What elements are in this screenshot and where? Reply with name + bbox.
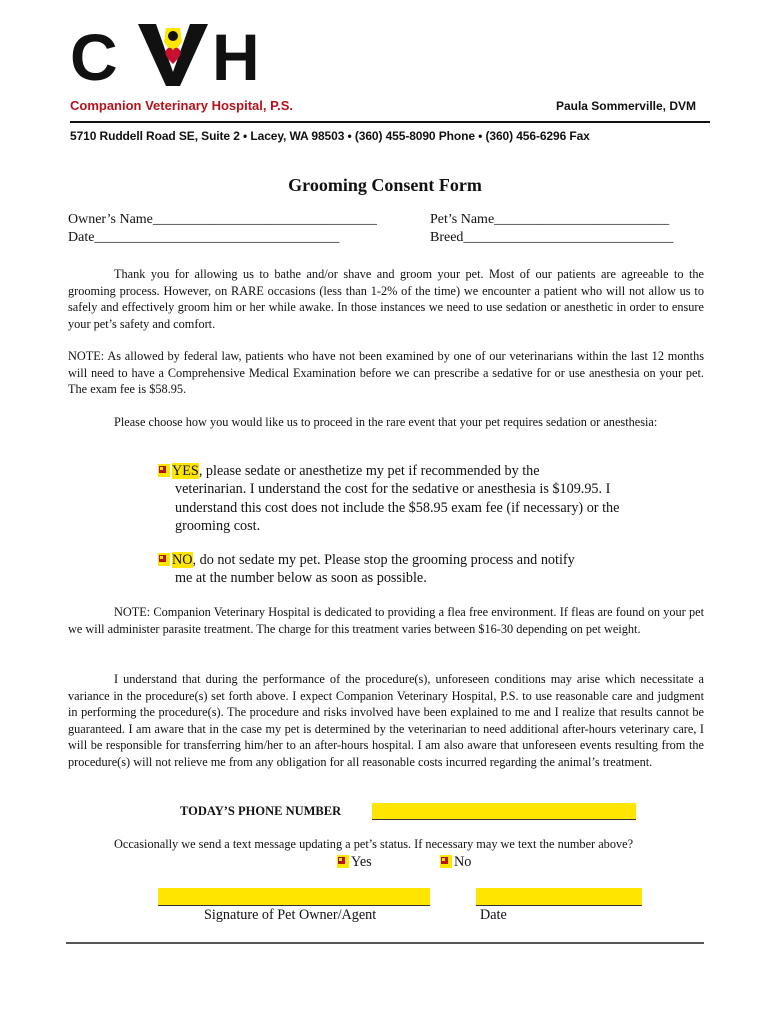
logo-letter-h: H xyxy=(212,20,260,94)
yes-option-continued: veterinarian. I understand the cost for the sedative or anesthesia is $109.95. I understand this cost does not include the $58.95 exam fee (if necessary) or the grooming cost. xyxy=(175,481,620,535)
no-option-continued: me at the number below as soon as possible. xyxy=(175,570,427,587)
logo-v-pet-silhouette-icon xyxy=(136,22,210,88)
yes-checkbox-icon[interactable] xyxy=(158,464,170,477)
no-option-word: NO xyxy=(172,552,193,568)
text-yes-checkbox-icon[interactable] xyxy=(337,855,349,868)
date-field[interactable]: Date___________________________________ xyxy=(68,230,340,245)
intro-paragraph: Thank you for allowing us to bathe and/or shave and groom your pet. Most of our patients are agreeable to the grooming process. However, on RARE occasions (less than 1-2% of the time) we encounter a patient who will not allow us to safely and effectively groom him or her while awake. In those instances we need to use sedation or anesthetic in order to ensure your pet’s safety and comfort. xyxy=(68,267,704,331)
footer-divider xyxy=(66,942,704,944)
no-option-text: , do not sedate my pet. Please stop the grooming process and notify xyxy=(192,552,575,568)
pet-name-field[interactable]: Pet’s Name_________________________ xyxy=(430,212,670,227)
text-yes-label: Yes xyxy=(351,854,372,870)
form-title: Grooming Consent Form xyxy=(288,175,482,195)
phone-number-input[interactable] xyxy=(372,803,636,820)
phone-number-label: TODAY’S PHONE NUMBER xyxy=(180,804,342,818)
owner-name-field[interactable]: Owner’s Name________________________________ xyxy=(68,212,377,227)
doctor-name: Paula Sommerville, DVM xyxy=(555,99,696,113)
yes-option-word: YES xyxy=(172,463,199,479)
hospital-name: Companion Veterinary Hospital, P.S. xyxy=(70,98,293,113)
no-checkbox-icon[interactable] xyxy=(158,553,170,566)
exam-note-paragraph: NOTE: As allowed by federal law, patients who have not been examined by one of our veterinarians within the last 12 months will need to have a Comprehensive Medical Examination before we can prescribe a sedative for or use anesthesia on your pet. The exam fee is $58.95. xyxy=(68,349,704,397)
text-yes-option xyxy=(337,854,372,871)
text-no-option xyxy=(440,854,471,871)
signature-input[interactable] xyxy=(158,888,430,906)
sedation-yes-option xyxy=(158,462,628,536)
text-message-question: Occasionally we send a text message updating a pet’s status. If necessary may we text the number above? xyxy=(114,837,634,851)
sedation-no-option xyxy=(158,551,628,588)
choose-paragraph: Please choose how you would like us to proceed in the rare event that your pet requires sedation or anesthesia: xyxy=(114,415,658,429)
flea-note-paragraph: NOTE: Companion Veterinary Hospital is dedicated to providing a flea free environment. If fleas are found on your pet we will administer parasite treatment. The charge for this treatment varies between $16-30 depending on pet weight. xyxy=(68,605,704,636)
hospital-address: 5710 Ruddell Road SE, Suite 2 • Lacey, WA 98503 • (360) 455-8090 Phone • (360) 456-6296 Fax xyxy=(70,129,590,143)
text-no-label: No xyxy=(454,854,472,870)
header-divider xyxy=(70,121,710,123)
yes-option-text: , please sedate or anesthetize my pet if recommended by the xyxy=(198,463,540,479)
signature-label: Signature of Pet Owner/Agent xyxy=(204,907,377,923)
understanding-paragraph: I understand that during the performance of the procedure(s), unforeseen conditions may arise which necessitate a variance in the procedure(s) set forth above. I expect Companion Veterinary Hospital, P.S. to use reasonable care and judgment in performing the procedure(s). The procedure and risks involved have been explained to me and I realize that results cannot be guaranteed. I am aware that in the case my pet is determined by the veterinarian to need additional after-hours veterinary care, I will be responsible for transferring him/her to an after-hours hospital. I am also aware that unforeseen events resulting from the procedure(s) will not relieve me from any obligation for all reasonable costs incurred regarding the animal’s treatment. xyxy=(68,672,704,769)
signature-date-label: Date xyxy=(480,907,507,923)
hospital-logo xyxy=(70,22,270,92)
text-no-checkbox-icon[interactable] xyxy=(440,855,452,868)
signature-date-input[interactable] xyxy=(476,888,642,906)
breed-field[interactable]: Breed______________________________ xyxy=(430,230,674,245)
logo-letter-c: C xyxy=(70,20,118,94)
